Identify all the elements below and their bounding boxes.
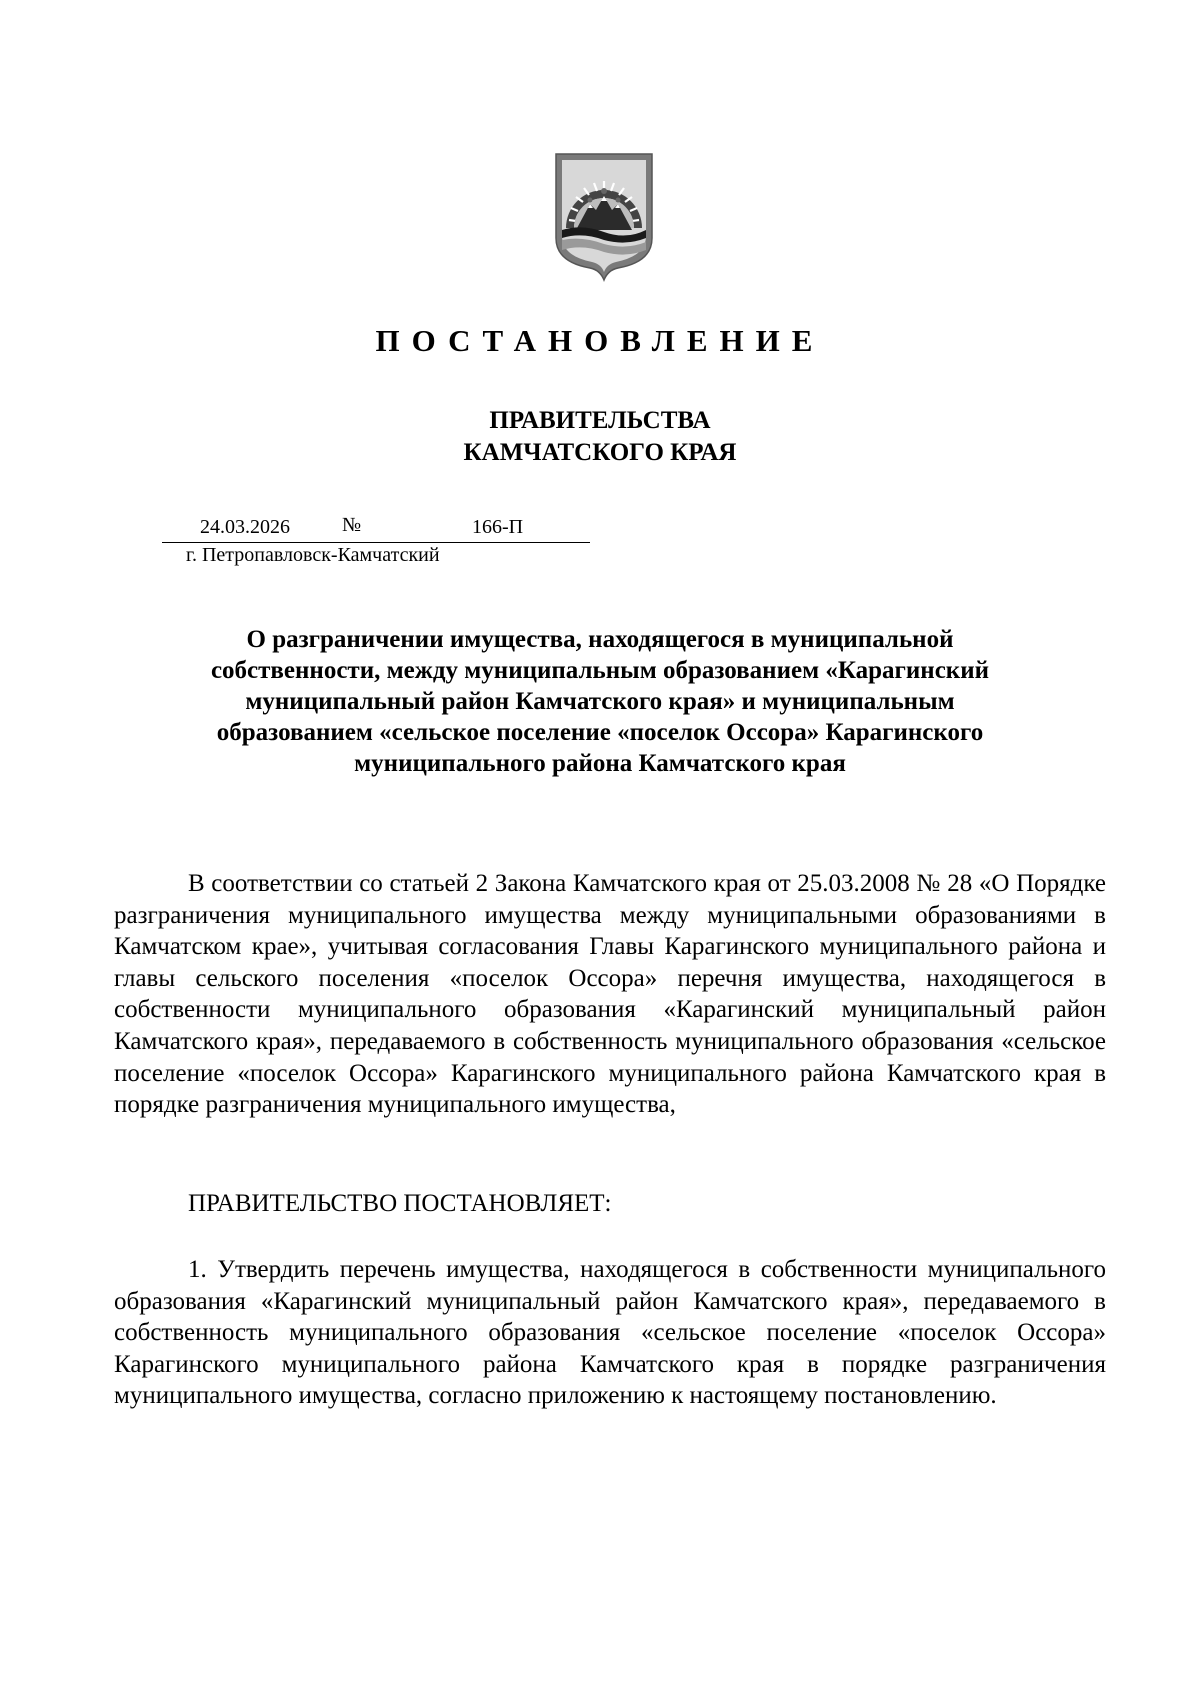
decree-statement: ПРАВИТЕЛЬСТВО ПОСТАНОВЛЯЕТ: xyxy=(188,1190,612,1217)
authority-line: КАМЧАТСКОГО КРАЯ xyxy=(463,439,737,466)
title-line: муниципальный район Камчатского края» и муниципальным xyxy=(245,688,955,715)
document-type-heading: ПОСТАНОВЛЕНИЕ xyxy=(375,323,825,358)
title-line: собственности, между муниципальным образованием «Карагинский xyxy=(210,657,990,684)
document-date: 24.03.2026 xyxy=(200,516,290,538)
preamble-paragraph: В соответствии со статьей 2 Закона Камчатского края от 25.03.2008 № 28 «О Порядке разграничения муниципального имущества между муниципальными образованиями в Камчатском крае», учитывая согласования Главы Карагинского муниципального района и главы сельского поселения «поселок Оссора» перечня имущества, находящегося в собственности муниципального образования «Карагинский муниципальный район Камчатского края», передаваемого в собственность муниципального образования «сельское поселение «поселок Оссора» Карагинского муниципального района Камчатского края в порядке разграничения муниципального имущества, xyxy=(114,870,1106,1119)
number-sign: № xyxy=(342,514,362,536)
document-number: 166-П xyxy=(472,516,524,538)
title-line: О разграничении имущества, находящегося в муниципальной xyxy=(246,626,954,653)
document-title xyxy=(150,624,1050,779)
issuing-authority xyxy=(0,405,1200,469)
title-line: образованием «сельское поселение «поселок Оссора» Карагинского xyxy=(216,719,984,746)
item-1-paragraph: 1. Утвердить перечень имущества, находящегося в собственности муниципального образования «Карагинский муниципальный район Камчатского края», передаваемого в собственность муниципального образования «сельское поселение «поселок Оссора» Карагинского муниципального района Камчатского края в порядке разграничения муниципального имущества, согласно приложению к настоящему постановлению. xyxy=(114,1256,1106,1410)
kamchatka-coat-of-arms-icon xyxy=(552,150,656,282)
title-line: муниципального района Камчатского края xyxy=(354,750,846,777)
authority-line: ПРАВИТЕЛЬСТВА xyxy=(489,407,711,434)
document-city: г. Петропавловск-Камчатский xyxy=(186,544,440,566)
date-number-line xyxy=(162,512,590,543)
